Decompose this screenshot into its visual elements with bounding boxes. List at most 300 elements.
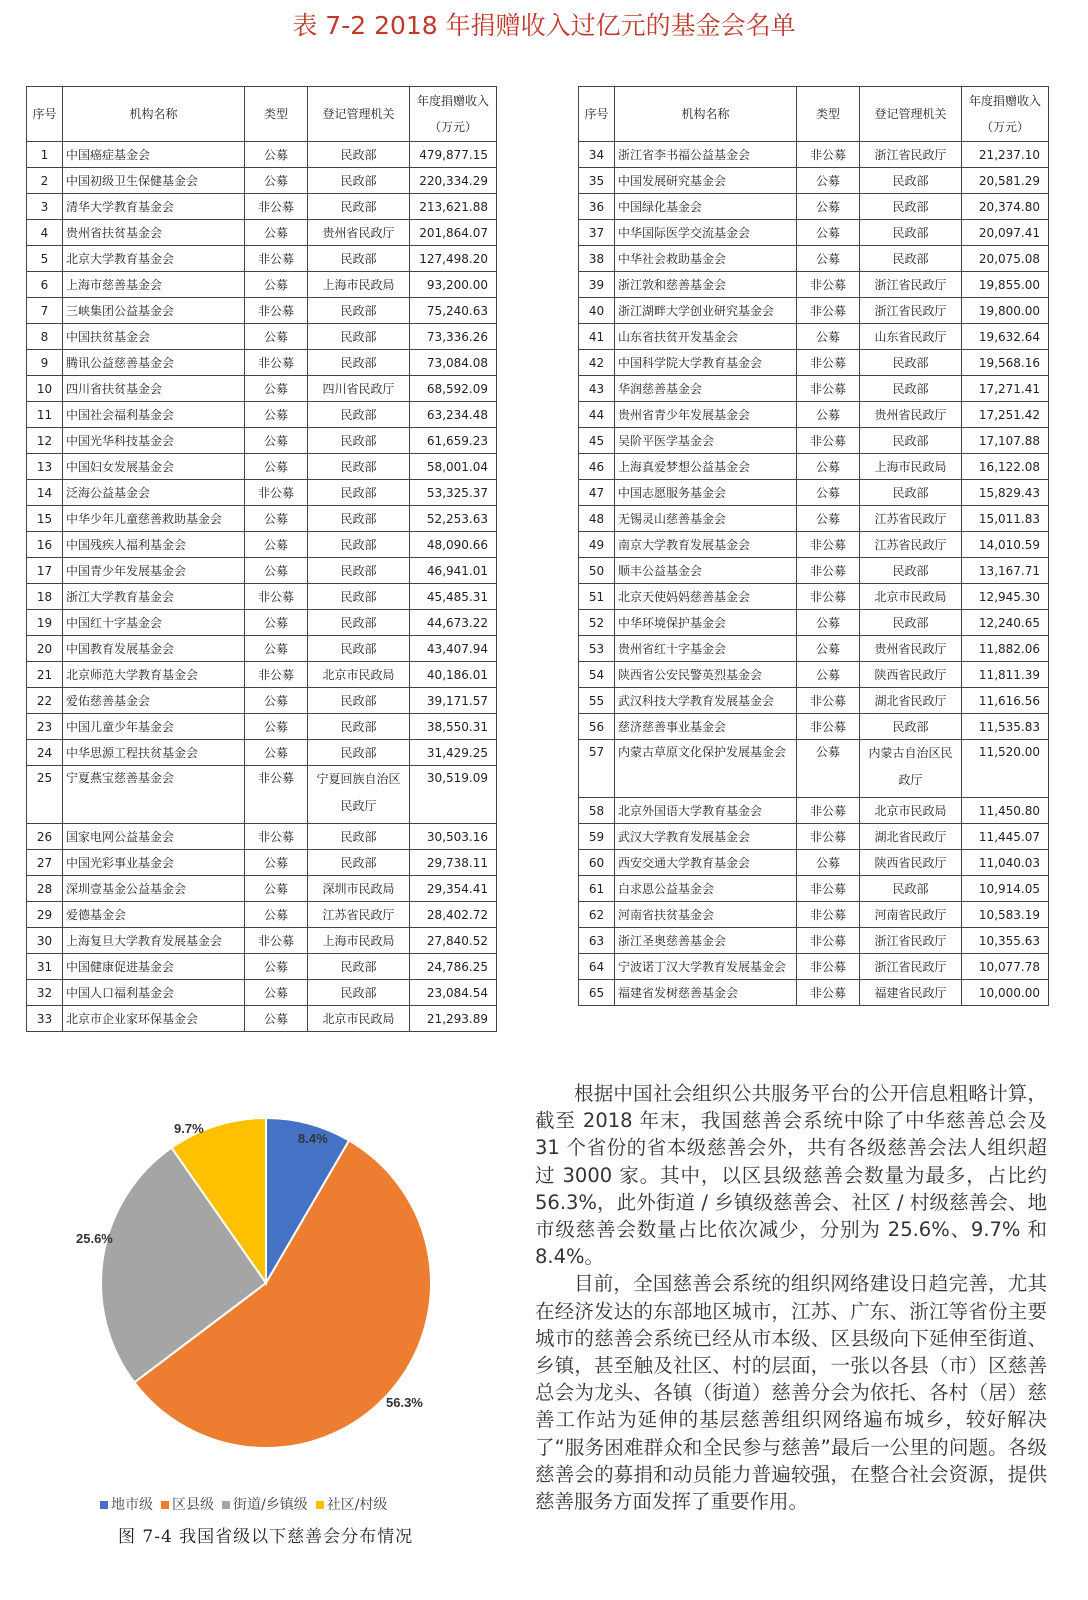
cell-income: 63,234.48: [410, 402, 497, 428]
cell-index: 61: [579, 876, 615, 902]
cell-type: 非公募: [245, 662, 308, 688]
cell-name: 顺丰公益基金会: [615, 558, 797, 584]
cell-type: 非公募: [797, 532, 860, 558]
cell-income: 61,659.23: [410, 428, 497, 454]
cell-income: 15,829.43: [962, 480, 1049, 506]
cell-index: 3: [27, 194, 63, 220]
cell-authority: 民政部: [308, 142, 410, 168]
table-row: [27, 168, 497, 194]
cell-name: 无锡灵山慈善基金会: [615, 506, 797, 532]
cell-name: 贵州省红十字基金会: [615, 636, 797, 662]
cell-authority: 民政部: [860, 168, 962, 194]
cell-type: 非公募: [797, 350, 860, 376]
cell-authority: 民政部: [308, 850, 410, 876]
cell-type: 非公募: [797, 428, 860, 454]
cell-income: 10,914.05: [962, 876, 1049, 902]
table-row: [27, 506, 497, 532]
cell-type: 公募: [245, 740, 308, 766]
cell-index: 15: [27, 506, 63, 532]
cell-income: 45,485.31: [410, 584, 497, 610]
cell-name: 中国妇女发展基金会: [63, 454, 245, 480]
cell-income: 93,200.00: [410, 272, 497, 298]
cell-type: 公募: [245, 610, 308, 636]
table-row: [579, 714, 1049, 740]
cell-income: 12,240.65: [962, 610, 1049, 636]
cell-index: 46: [579, 454, 615, 480]
cell-name: 中国人口福利基金会: [63, 980, 245, 1006]
table-row: [579, 480, 1049, 506]
cell-index: 43: [579, 376, 615, 402]
cell-income: 16,122.08: [962, 454, 1049, 480]
cell-income: 73,336.26: [410, 324, 497, 350]
cell-authority: 民政部: [308, 168, 410, 194]
cell-index: 35: [579, 168, 615, 194]
cell-index: 13: [27, 454, 63, 480]
cell-name: 上海复旦大学教育发展基金会: [63, 928, 245, 954]
cell-name: 白求恩公益基金会: [615, 876, 797, 902]
cell-authority: 民政部: [308, 610, 410, 636]
cell-income: 11,450.80: [962, 798, 1049, 824]
cell-type: 公募: [245, 168, 308, 194]
cell-income: 46,941.01: [410, 558, 497, 584]
cell-income: 17,107.88: [962, 428, 1049, 454]
cell-authority: 民政部: [308, 298, 410, 324]
cell-index: 36: [579, 194, 615, 220]
table-row: [27, 480, 497, 506]
table-row: [579, 798, 1049, 824]
table-row: [579, 636, 1049, 662]
legend-swatch: [100, 1501, 108, 1509]
cell-income: 14,010.59: [962, 532, 1049, 558]
cell-authority: 民政部: [308, 246, 410, 272]
cell-index: 50: [579, 558, 615, 584]
table-row: [579, 876, 1049, 902]
table-row: [27, 1006, 497, 1032]
cell-type: 公募: [797, 850, 860, 876]
table-row: [579, 168, 1049, 194]
cell-type: 非公募: [797, 980, 860, 1006]
cell-type: 公募: [797, 324, 860, 350]
cell-type: 公募: [245, 1006, 308, 1032]
cell-authority: 贵州省民政厅: [860, 636, 962, 662]
cell-income: 23,084.54: [410, 980, 497, 1006]
cell-income: 19,632.64: [962, 324, 1049, 350]
table-row: [579, 142, 1049, 168]
cell-name: 华润慈善基金会: [615, 376, 797, 402]
cell-name: 中华环境保护基金会: [615, 610, 797, 636]
cell-index: 17: [27, 558, 63, 584]
cell-type: 公募: [797, 662, 860, 688]
legend-label: 街道/乡镇级: [233, 1497, 308, 1513]
table-row: [579, 850, 1049, 876]
cell-index: 6: [27, 272, 63, 298]
cell-name: 北京大学教育基金会: [63, 246, 245, 272]
cell-authority: 山东省民政厅: [860, 324, 962, 350]
cell-authority: 民政部: [308, 402, 410, 428]
cell-name: 慈济慈善事业基金会: [615, 714, 797, 740]
cell-authority: 宁夏回族自治区民政厅: [308, 766, 410, 824]
table-row: [579, 220, 1049, 246]
cell-type: 非公募: [797, 798, 860, 824]
cell-name: 浙江湖畔大学创业研究基金会: [615, 298, 797, 324]
cell-name: 北京市企业家环保基金会: [63, 1006, 245, 1032]
cell-index: 8: [27, 324, 63, 350]
cell-name: 上海真爱梦想公益基金会: [615, 454, 797, 480]
cell-index: 45: [579, 428, 615, 454]
table-row: [579, 902, 1049, 928]
legend-label: 社区/村级: [326, 1497, 388, 1513]
table-row: [579, 454, 1049, 480]
cell-income: 15,011.83: [962, 506, 1049, 532]
cell-name: 南京大学教育发展基金会: [615, 532, 797, 558]
table-row: [27, 324, 497, 350]
cell-name: 清华大学教育基金会: [63, 194, 245, 220]
cell-index: 60: [579, 850, 615, 876]
cell-authority: 深圳市民政局: [308, 876, 410, 902]
cell-name: 贵州省扶贫基金会: [63, 220, 245, 246]
cell-name: 中国发展研究基金会: [615, 168, 797, 194]
cell-income: 20,075.08: [962, 246, 1049, 272]
cell-index: 55: [579, 688, 615, 714]
cell-income: 11,520.00: [962, 740, 1049, 798]
cell-type: 非公募: [245, 480, 308, 506]
cell-name: 中国健康促进基金会: [63, 954, 245, 980]
cell-index: 19: [27, 610, 63, 636]
cell-type: 公募: [245, 636, 308, 662]
cell-authority: 民政部: [308, 558, 410, 584]
cell-type: 公募: [245, 876, 308, 902]
cell-income: 19,568.16: [962, 350, 1049, 376]
table-row: [27, 246, 497, 272]
table-row: [579, 532, 1049, 558]
legend-swatch: [222, 1501, 230, 1509]
cell-type: 非公募: [797, 688, 860, 714]
legend-item: [316, 1497, 388, 1513]
cell-authority: 贵州省民政厅: [308, 220, 410, 246]
cell-name: 北京天使妈妈慈善基金会: [615, 584, 797, 610]
header-type: 类型: [797, 87, 860, 142]
legend-label: 地市级: [111, 1497, 153, 1513]
cell-index: 53: [579, 636, 615, 662]
table-row: [27, 298, 497, 324]
cell-type: 非公募: [245, 824, 308, 850]
cell-name: 上海市慈善基金会: [63, 272, 245, 298]
cell-income: 21,293.89: [410, 1006, 497, 1032]
cell-name: 中华思源工程扶贫基金会: [63, 740, 245, 766]
cell-authority: 上海市民政局: [860, 454, 962, 480]
cell-income: 39,171.57: [410, 688, 497, 714]
table-row: [579, 662, 1049, 688]
cell-income: 11,616.56: [962, 688, 1049, 714]
cell-index: 51: [579, 584, 615, 610]
table-row: [579, 688, 1049, 714]
cell-type: 非公募: [245, 194, 308, 220]
cell-name: 中国社会福利基金会: [63, 402, 245, 428]
cell-type: 非公募: [245, 246, 308, 272]
cell-authority: 民政部: [308, 532, 410, 558]
pie-chart: [26, 1075, 526, 1495]
cell-income: 44,673.22: [410, 610, 497, 636]
cell-income: 29,738.11: [410, 850, 497, 876]
cell-type: 公募: [245, 902, 308, 928]
cell-income: 10,077.78: [962, 954, 1049, 980]
cell-authority: 民政部: [860, 876, 962, 902]
cell-index: 56: [579, 714, 615, 740]
table-row: [579, 506, 1049, 532]
cell-name: 国家电网公益基金会: [63, 824, 245, 850]
cell-name: 中华少年儿童慈善救助基金会: [63, 506, 245, 532]
cell-income: 201,864.07: [410, 220, 497, 246]
cell-authority: 浙江省民政厅: [860, 298, 962, 324]
cell-authority: 上海市民政局: [308, 928, 410, 954]
cell-index: 22: [27, 688, 63, 714]
cell-index: 49: [579, 532, 615, 558]
table-row: [27, 376, 497, 402]
cell-name: 中国扶贫基金会: [63, 324, 245, 350]
cell-name: 内蒙古草原文化保护发展基金会: [615, 740, 797, 798]
cell-index: 38: [579, 246, 615, 272]
cell-authority: 江苏省民政厅: [860, 532, 962, 558]
cell-name: 山东省扶贫开发基金会: [615, 324, 797, 350]
cell-name: 贵州省青少年发展基金会: [615, 402, 797, 428]
cell-type: 公募: [245, 220, 308, 246]
table-row: [27, 558, 497, 584]
cell-authority: 民政部: [860, 350, 962, 376]
cell-income: 19,855.00: [962, 272, 1049, 298]
table-row: [27, 532, 497, 558]
cell-income: 11,040.03: [962, 850, 1049, 876]
cell-income: 48,090.66: [410, 532, 497, 558]
header-type: 类型: [245, 87, 308, 142]
cell-index: 21: [27, 662, 63, 688]
cell-authority: 湖北省民政厅: [860, 688, 962, 714]
table-row: [27, 272, 497, 298]
cell-index: 7: [27, 298, 63, 324]
cell-index: 14: [27, 480, 63, 506]
table-row: [27, 194, 497, 220]
table-row: [579, 558, 1049, 584]
cell-type: 公募: [245, 714, 308, 740]
cell-type: 公募: [797, 506, 860, 532]
cell-authority: 民政部: [860, 220, 962, 246]
cell-index: 9: [27, 350, 63, 376]
header-index: 序号: [579, 87, 615, 142]
cell-type: 公募: [797, 194, 860, 220]
cell-index: 65: [579, 980, 615, 1006]
cell-income: 17,251.42: [962, 402, 1049, 428]
cell-name: 中国科学院大学教育基金会: [615, 350, 797, 376]
cell-income: 75,240.63: [410, 298, 497, 324]
cell-authority: 湖北省民政厅: [860, 824, 962, 850]
header-name: 机构名称: [63, 87, 245, 142]
cell-authority: 贵州省民政厅: [860, 402, 962, 428]
cell-income: 10,583.19: [962, 902, 1049, 928]
cell-index: 1: [27, 142, 63, 168]
cell-authority: 上海市民政局: [308, 272, 410, 298]
table-row: [579, 740, 1049, 798]
cell-income: 53,325.37: [410, 480, 497, 506]
slice-data-label: 25.6%: [76, 1231, 113, 1246]
cell-name: 中国绿化基金会: [615, 194, 797, 220]
table-row: [579, 954, 1049, 980]
cell-type: 非公募: [245, 350, 308, 376]
cell-index: 33: [27, 1006, 63, 1032]
paragraph: 目前，全国慈善会系统的组织网络建设日趋完善，尤其在经济发达的东部地区城市，江苏、广东、浙江等省份主要城市的慈善会系统已经从市本级、区县级向下延伸至街道、乡镇，甚至触及社区、村的层面，一张以各县（市）区慈善总会为龙头、各镇（街道）慈善分会为依托、各村（居）慈善工作站为延伸的基层慈善组织网络遍布城乡，较好解决了“服务困难群众和全民参与慈善”最后一公里的问题。各级慈善会的募捐和动员能力普遍较强，在整合社会资源，提供慈善服务方面发挥了重要作用。: [535, 1272, 1047, 1514]
cell-index: 4: [27, 220, 63, 246]
legend-swatch: [161, 1501, 169, 1509]
cell-name: 北京外国语大学教育基金会: [615, 798, 797, 824]
table-row: [27, 824, 497, 850]
cell-name: 泛海公益基金会: [63, 480, 245, 506]
cell-income: 24,786.25: [410, 954, 497, 980]
cell-authority: 浙江省民政厅: [860, 142, 962, 168]
cell-index: 23: [27, 714, 63, 740]
page-title: 表 7-2 2018 年捐赠收入过亿元的基金会名单: [292, 11, 796, 40]
cell-authority: 福建省民政厅: [860, 980, 962, 1006]
cell-index: 27: [27, 850, 63, 876]
cell-type: 公募: [245, 532, 308, 558]
cell-type: 非公募: [797, 928, 860, 954]
header-income: 年度捐赠收入 （万元）: [410, 87, 497, 142]
cell-name: 西安交通大学教育基金会: [615, 850, 797, 876]
cell-type: 非公募: [797, 272, 860, 298]
cell-income: 13,167.71: [962, 558, 1049, 584]
cell-authority: 民政部: [308, 194, 410, 220]
table-row: [27, 850, 497, 876]
legend-label: 区县级: [172, 1497, 214, 1513]
figure-caption: 图 7-4 我国省级以下慈善会分布情况: [118, 1527, 414, 1547]
legend-item: [100, 1497, 153, 1513]
cell-type: 非公募: [797, 714, 860, 740]
cell-type: 公募: [797, 610, 860, 636]
cell-income: 30,519.09: [410, 766, 497, 824]
cell-authority: 民政部: [308, 688, 410, 714]
cell-index: 29: [27, 902, 63, 928]
cell-type: 公募: [245, 454, 308, 480]
cell-authority: 民政部: [308, 714, 410, 740]
cell-authority: 民政部: [308, 350, 410, 376]
legend-swatch: [316, 1501, 324, 1509]
cell-type: 非公募: [797, 954, 860, 980]
table-row: [579, 928, 1049, 954]
table-row: [579, 324, 1049, 350]
cell-index: 16: [27, 532, 63, 558]
legend-item: [161, 1497, 214, 1513]
cell-type: 非公募: [797, 876, 860, 902]
cell-index: 63: [579, 928, 615, 954]
cell-type: 非公募: [245, 584, 308, 610]
cell-income: 11,811.39: [962, 662, 1049, 688]
cell-income: 68,592.09: [410, 376, 497, 402]
cell-authority: 民政部: [308, 584, 410, 610]
table-row: [27, 662, 497, 688]
cell-type: 公募: [797, 246, 860, 272]
table-row: [579, 194, 1049, 220]
cell-authority: 江苏省民政厅: [308, 902, 410, 928]
table-row: [27, 636, 497, 662]
cell-name: 中国青少年发展基金会: [63, 558, 245, 584]
table-row: [579, 824, 1049, 850]
cell-authority: 民政部: [308, 740, 410, 766]
cell-income: 58,001.04: [410, 454, 497, 480]
cell-index: 12: [27, 428, 63, 454]
donation-table-left: [26, 86, 497, 1032]
cell-income: 52,253.63: [410, 506, 497, 532]
cell-type: 非公募: [245, 766, 308, 824]
cell-authority: 北京市民政局: [308, 662, 410, 688]
cell-authority: 民政部: [308, 636, 410, 662]
table-row: [27, 142, 497, 168]
cell-index: 24: [27, 740, 63, 766]
cell-index: 54: [579, 662, 615, 688]
cell-authority: 河南省民政厅: [860, 902, 962, 928]
cell-authority: 民政部: [860, 714, 962, 740]
cell-index: 48: [579, 506, 615, 532]
cell-type: 非公募: [245, 928, 308, 954]
cell-authority: 民政部: [308, 324, 410, 350]
table-row: [27, 740, 497, 766]
cell-authority: 北京市民政局: [308, 1006, 410, 1032]
cell-name: 中国红十字基金会: [63, 610, 245, 636]
cell-authority: 民政部: [308, 980, 410, 1006]
cell-name: 吴阶平医学基金会: [615, 428, 797, 454]
cell-type: 非公募: [797, 824, 860, 850]
slice-data-label: 9.7%: [174, 1121, 204, 1136]
cell-name: 四川省扶贫基金会: [63, 376, 245, 402]
cell-authority: 民政部: [860, 376, 962, 402]
cell-authority: 浙江省民政厅: [860, 272, 962, 298]
cell-authority: 民政部: [860, 480, 962, 506]
cell-name: 宁波诺丁汉大学教育发展基金会: [615, 954, 797, 980]
cell-income: 10,355.63: [962, 928, 1049, 954]
cell-type: 公募: [245, 402, 308, 428]
table-row: [27, 902, 497, 928]
cell-authority: 民政部: [308, 454, 410, 480]
cell-income: 11,882.06: [962, 636, 1049, 662]
body-text: [535, 1080, 1047, 1515]
paragraph: 根据中国社会组织公共服务平台的公开信息粗略计算，截至 2018 年末，我国慈善会系统中除了中华慈善总会及 31 个省份的省本级慈善会外，共有各级慈善会法人组织超过 3000 家。其中，以区县级慈善会数量为最多，占比约 56.3%，此外街道 / 乡镇级慈善会、社区 / 村级慈善会、地市级慈善会数量占比依次减少，分别为 25.6%、9.7% 和 8.4%。: [535, 1082, 1047, 1269]
header-index: 序号: [27, 87, 63, 142]
cell-type: 公募: [797, 168, 860, 194]
cell-type: 公募: [245, 980, 308, 1006]
cell-type: 非公募: [245, 298, 308, 324]
cell-name: 中国志愿服务基金会: [615, 480, 797, 506]
table-row: [27, 714, 497, 740]
cell-index: 57: [579, 740, 615, 798]
cell-type: 公募: [245, 376, 308, 402]
cell-name: 中国初级卫生保健基金会: [63, 168, 245, 194]
table-row: [579, 980, 1049, 1006]
table-row: [579, 376, 1049, 402]
cell-index: 42: [579, 350, 615, 376]
cell-index: 5: [27, 246, 63, 272]
cell-type: 公募: [245, 142, 308, 168]
cell-income: 20,581.29: [962, 168, 1049, 194]
cell-income: 20,097.41: [962, 220, 1049, 246]
cell-name: 浙江圣奥慈善基金会: [615, 928, 797, 954]
cell-authority: 四川省民政厅: [308, 376, 410, 402]
table-row: [579, 428, 1049, 454]
cell-income: 38,550.31: [410, 714, 497, 740]
cell-name: 陕西省公安民警英烈基金会: [615, 662, 797, 688]
cell-income: 12,945.30: [962, 584, 1049, 610]
cell-authority: 民政部: [860, 558, 962, 584]
cell-type: 公募: [245, 850, 308, 876]
cell-type: 公募: [245, 688, 308, 714]
cell-authority: 内蒙古自治区民政厅: [860, 740, 962, 798]
cell-type: 公募: [245, 324, 308, 350]
donation-table-right: [578, 86, 1049, 1006]
